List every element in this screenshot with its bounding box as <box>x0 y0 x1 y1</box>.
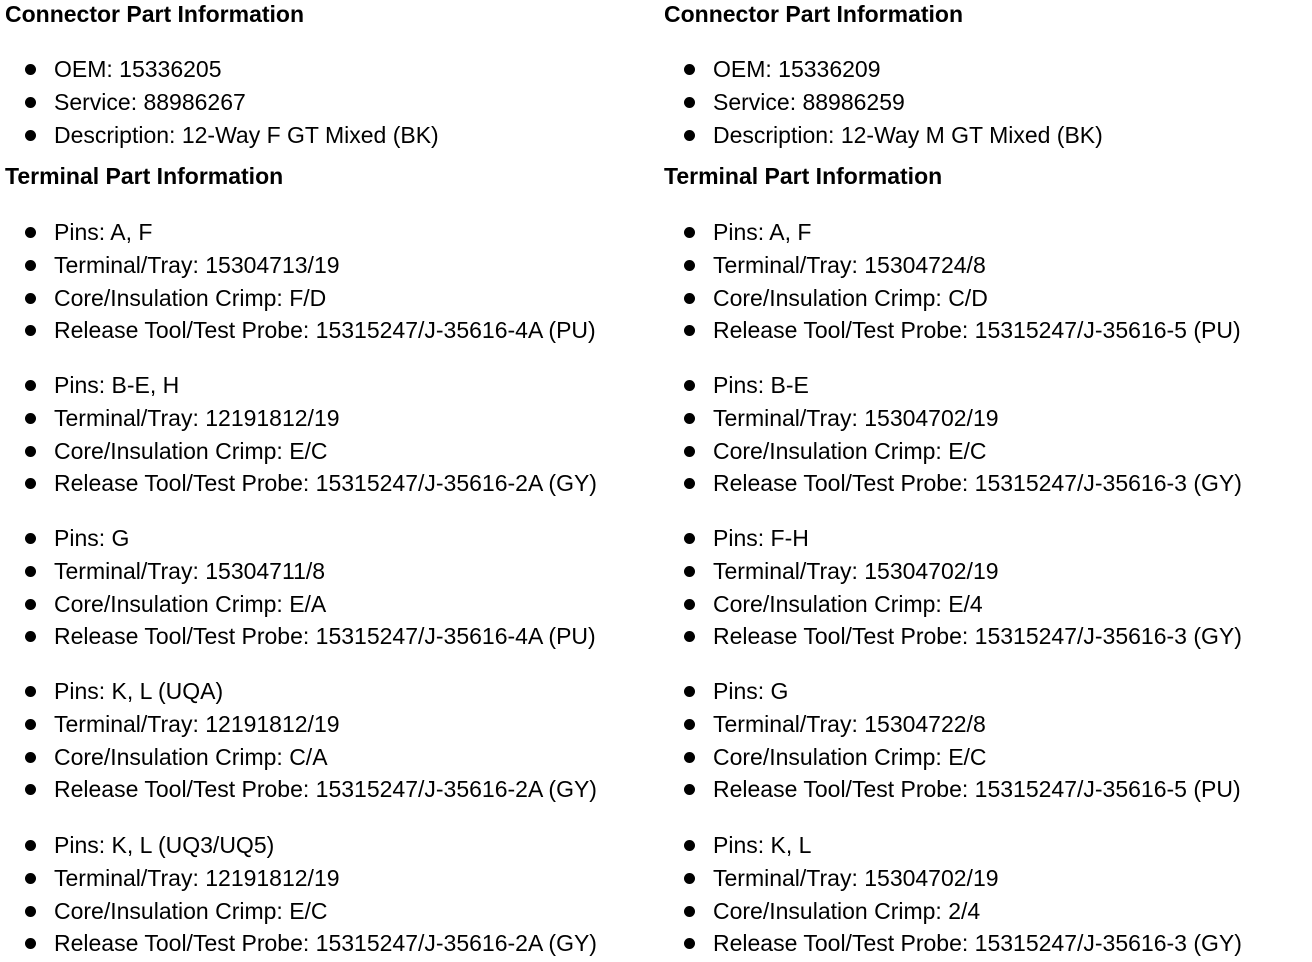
terminal-group <box>664 522 1242 653</box>
terminal-info-item <box>5 773 597 806</box>
terminal-info-item <box>664 555 1242 588</box>
terminal-info-item <box>664 741 1241 774</box>
bullet-icon <box>684 938 695 949</box>
bullet-icon <box>25 260 36 271</box>
bullet-icon <box>684 293 695 304</box>
item-text: Service: 88986259 <box>713 88 905 115</box>
terminal-group <box>5 675 597 806</box>
bullet-icon <box>684 97 695 108</box>
item-text: Pins: K, L (UQA) <box>54 678 224 704</box>
item-text: Terminal/Tray: 15304722/8 <box>713 710 986 737</box>
bullet-icon <box>25 719 36 730</box>
item-text: Terminal/Tray: 15304711/8 <box>54 557 326 584</box>
bullet-icon <box>25 293 36 304</box>
bullet-icon <box>25 130 36 141</box>
terminal-info-item <box>5 249 596 282</box>
bullet-icon <box>25 380 36 391</box>
item-text: Service: 88986267 <box>54 88 246 115</box>
item-text: Terminal/Tray: 12191812/19 <box>54 404 340 431</box>
terminal-group <box>664 216 1241 347</box>
terminal-group <box>664 829 1242 960</box>
item-text: Description: 12-Way F GT Mixed (BK) <box>54 121 439 148</box>
bullet-icon <box>684 446 695 457</box>
connector-info-list <box>664 53 1103 151</box>
terminal-part-heading: Terminal Part Information <box>664 163 943 189</box>
bullet-icon <box>25 599 36 610</box>
terminal-info-item <box>5 620 596 653</box>
item-text: Pins: B-E, H <box>54 372 180 398</box>
bullet-icon <box>684 719 695 730</box>
connector-info-item <box>5 119 439 152</box>
item-text: Description: 12-Way M GT Mixed (BK) <box>713 121 1103 148</box>
bullet-icon <box>684 873 695 884</box>
bullet-icon <box>684 906 695 917</box>
bullet-icon <box>684 478 695 489</box>
item-text: Terminal/Tray: 15304702/19 <box>713 557 999 584</box>
terminal-info-item <box>5 895 597 928</box>
item-text: Release Tool/Test Probe: 15315247/J-35616-2A (GY) <box>54 776 597 803</box>
terminal-info-item <box>664 588 1242 621</box>
bullet-icon <box>684 566 695 577</box>
item-text: Release Tool/Test Probe: 15315247/J-35616-5 (PU) <box>713 317 1241 344</box>
bullet-icon <box>684 599 695 610</box>
terminal-info-item <box>664 895 1242 928</box>
bullet-icon <box>684 260 695 271</box>
bullet-icon <box>684 413 695 424</box>
item-text: Pins: A, F <box>713 219 812 245</box>
item-text: Core/Insulation Crimp: C/D <box>713 284 988 311</box>
terminal-info-item <box>5 555 596 588</box>
terminal-info-item <box>5 402 597 435</box>
item-text: Core/Insulation Crimp: E/C <box>54 897 328 924</box>
terminal-info-item <box>664 675 1241 708</box>
item-text: Release Tool/Test Probe: 15315247/J-35616-2A (GY) <box>54 470 597 497</box>
terminal-info-item <box>664 435 1242 468</box>
bullet-icon <box>25 873 36 884</box>
item-text: Terminal/Tray: 15304724/8 <box>713 251 986 278</box>
item-text: Core/Insulation Crimp: E/C <box>713 437 987 464</box>
item-text: Core/Insulation Crimp: E/C <box>54 437 328 464</box>
terminal-group <box>664 369 1242 500</box>
terminal-info-item <box>5 282 596 315</box>
item-text: Pins: K, L (UQ3/UQ5) <box>54 832 275 858</box>
bullet-icon <box>25 478 36 489</box>
terminal-info-item <box>664 829 1242 862</box>
bullet-icon <box>25 446 36 457</box>
bullet-icon <box>25 938 36 949</box>
terminal-info-item <box>664 862 1242 895</box>
bullet-icon <box>25 784 36 795</box>
connector-info-item <box>664 53 1103 86</box>
terminal-group <box>5 522 596 653</box>
connector-info-item <box>5 86 439 119</box>
terminal-info-item <box>5 862 597 895</box>
bullet-icon <box>684 533 695 544</box>
terminal-info-item <box>664 773 1241 806</box>
item-text: Core/Insulation Crimp: F/D <box>54 284 327 311</box>
bullet-icon <box>25 533 36 544</box>
bullet-icon <box>25 906 36 917</box>
bullet-icon <box>25 752 36 763</box>
terminal-info-item <box>5 314 596 347</box>
item-text: Release Tool/Test Probe: 15315247/J-35616-3 (GY) <box>713 470 1242 497</box>
terminal-part-heading: Terminal Part Information <box>5 163 284 189</box>
item-text: Terminal/Tray: 12191812/19 <box>54 710 340 737</box>
terminal-info-item <box>664 620 1242 653</box>
terminal-info-item <box>664 927 1242 960</box>
item-text: Core/Insulation Crimp: E/A <box>54 590 327 617</box>
terminal-info-item <box>5 369 597 402</box>
bullet-icon <box>684 686 695 697</box>
connector-info-list <box>5 53 439 151</box>
bullet-icon <box>25 97 36 108</box>
connector-info-item <box>664 86 1103 119</box>
item-text: Release Tool/Test Probe: 15315247/J-35616-3 (GY) <box>713 623 1242 650</box>
item-text: Terminal/Tray: 15304702/19 <box>713 404 999 431</box>
terminal-group <box>5 369 597 500</box>
terminal-info-item <box>664 708 1241 741</box>
terminal-group <box>5 829 597 960</box>
item-text: Core/Insulation Crimp: 2/4 <box>713 897 981 924</box>
item-text: Core/Insulation Crimp: C/A <box>54 743 328 770</box>
item-text: Release Tool/Test Probe: 15315247/J-35616-4A (PU) <box>54 317 596 344</box>
bullet-icon <box>684 840 695 851</box>
terminal-info-item <box>5 588 596 621</box>
item-text: Release Tool/Test Probe: 15315247/J-35616-2A (GY) <box>54 930 597 957</box>
item-text: Terminal/Tray: 15304713/19 <box>54 251 340 278</box>
terminal-info-item <box>5 675 597 708</box>
connector-info-item <box>664 119 1103 152</box>
terminal-info-item <box>5 927 597 960</box>
connector-part-heading: Connector Part Information <box>5 1 305 27</box>
terminal-info-item <box>5 522 596 555</box>
bullet-icon <box>684 130 695 141</box>
item-text: Release Tool/Test Probe: 15315247/J-35616-4A (PU) <box>54 623 596 650</box>
bullet-icon <box>684 631 695 642</box>
terminal-info-item <box>664 467 1242 500</box>
terminal-info-item <box>5 467 597 500</box>
terminal-info-item <box>664 314 1241 347</box>
terminal-info-item <box>664 522 1242 555</box>
bullet-icon <box>684 325 695 336</box>
terminal-info-item <box>5 741 597 774</box>
item-text: Pins: F-H <box>713 525 809 551</box>
item-text: Terminal/Tray: 12191812/19 <box>54 864 340 891</box>
item-text: Terminal/Tray: 15304702/19 <box>713 864 999 891</box>
terminal-group <box>5 216 596 347</box>
bullet-icon <box>25 686 36 697</box>
terminal-info-item <box>5 435 597 468</box>
item-text: Core/Insulation Crimp: E/4 <box>713 590 983 617</box>
terminal-info-item <box>5 708 597 741</box>
item-text: Pins: B-E <box>713 372 809 398</box>
connector-part-heading: Connector Part Information <box>664 1 964 27</box>
terminal-info-item <box>5 829 597 862</box>
bullet-icon <box>25 227 36 238</box>
bullet-icon <box>25 840 36 851</box>
bullet-icon <box>684 784 695 795</box>
item-text: Release Tool/Test Probe: 15315247/J-35616-5 (PU) <box>713 776 1241 803</box>
bullet-icon <box>684 380 695 391</box>
bullet-icon <box>25 566 36 577</box>
terminal-info-item <box>664 282 1241 315</box>
bullet-icon <box>684 752 695 763</box>
terminal-info-item <box>664 369 1242 402</box>
bullet-icon <box>25 413 36 424</box>
terminal-info-item <box>5 216 596 249</box>
terminal-info-item <box>664 249 1241 282</box>
item-text: Release Tool/Test Probe: 15315247/J-35616-3 (GY) <box>713 930 1242 957</box>
bullet-icon <box>25 325 36 336</box>
item-text: Pins: A, F <box>54 219 153 245</box>
bullet-icon <box>684 64 695 75</box>
bullet-icon <box>25 64 36 75</box>
bullet-icon <box>684 227 695 238</box>
item-text: OEM: 15336205 <box>54 56 222 82</box>
terminal-group <box>664 675 1241 806</box>
item-text: Core/Insulation Crimp: E/C <box>713 743 987 770</box>
item-text: Pins: G <box>54 525 130 551</box>
terminal-info-item <box>664 216 1241 249</box>
terminal-info-item <box>664 402 1242 435</box>
bullet-icon <box>25 631 36 642</box>
item-text: Pins: K, L <box>713 832 812 858</box>
item-text: Pins: G <box>713 678 789 704</box>
item-text: OEM: 15336209 <box>713 56 881 82</box>
connector-info-item <box>5 53 439 86</box>
